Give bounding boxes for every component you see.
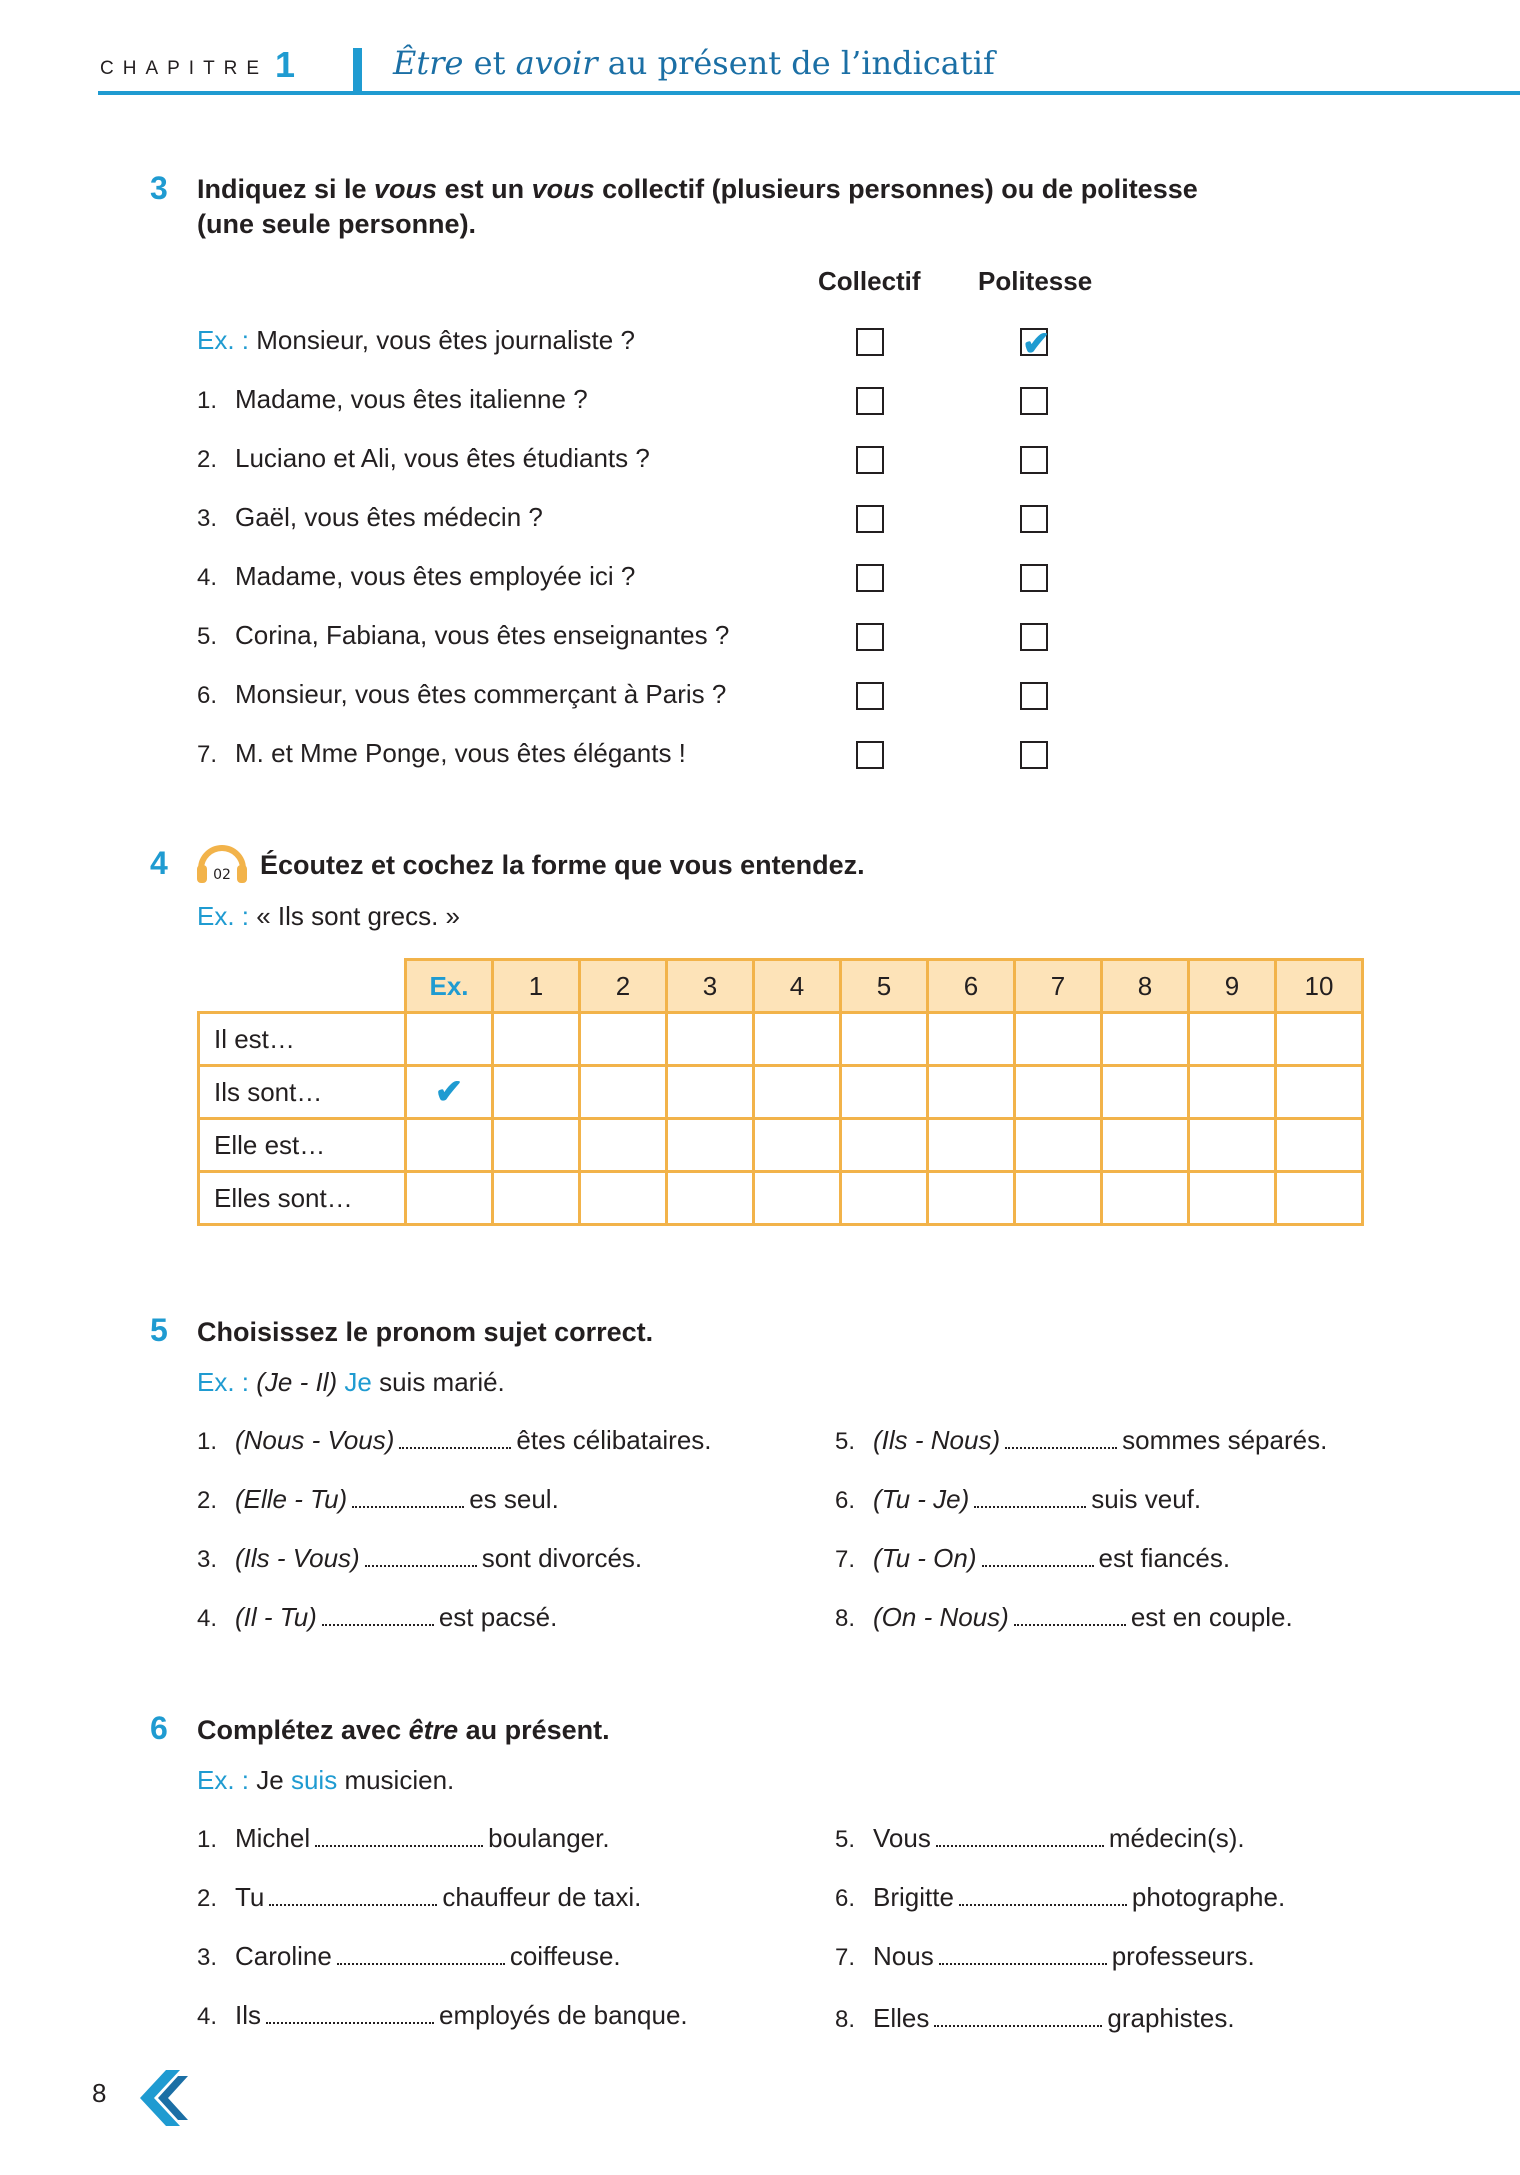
item-rest: sommes séparés. (1122, 1425, 1328, 1455)
grid-answer-cell[interactable] (1189, 1013, 1276, 1066)
exercise-5-number: 5 (150, 1312, 168, 1348)
grid-answer-cell[interactable] (841, 1119, 928, 1172)
pronoun-choice: (Nous - Vous) (235, 1425, 395, 1455)
exercise-3-number: 3 (150, 170, 168, 206)
exercise-5-item (197, 1543, 642, 1574)
item-number: 6. (835, 1487, 856, 1514)
back-arrow-icon[interactable] (136, 2070, 188, 2126)
grid-answer-cell[interactable] (406, 1172, 493, 1225)
answer-blank[interactable] (959, 1886, 1127, 1906)
grid-answer-cell[interactable] (928, 1013, 1015, 1066)
grid-answer-cell[interactable] (1015, 1119, 1102, 1172)
grid-column-header: Ex. (406, 960, 493, 1013)
pronoun-choice: (On - Nous) (873, 1602, 1009, 1632)
grid-column-header: 1 (493, 960, 580, 1013)
checkbox-collectif-7[interactable] (856, 741, 884, 769)
checkbox-collectif-2[interactable] (856, 446, 884, 474)
grid-answer-cell[interactable] (580, 1066, 667, 1119)
item-number: 1. (197, 1428, 218, 1455)
item-number: 5. (197, 623, 218, 650)
item-subject: Elles (873, 2003, 930, 2033)
item-subject: Vous (873, 1823, 931, 1853)
exercise-5-item (835, 1484, 1201, 1515)
checkbox-politesse-7[interactable] (1020, 741, 1048, 769)
grid-column-header: 6 (928, 960, 1015, 1013)
exercise-5-instruction: Choisissez le pronom sujet correct. (197, 1317, 654, 1347)
exercise-3-item (197, 738, 686, 769)
item-sentence: Monsieur, vous êtes commerçant à Paris ? (235, 679, 727, 709)
item-sentence: Luciano et Ali, vous êtes étudiants ? (235, 443, 650, 473)
exercise-3-item (197, 384, 588, 415)
grid-row (199, 1013, 1363, 1066)
grid-column-header: 4 (754, 960, 841, 1013)
checkbox-politesse-4[interactable] (1020, 564, 1048, 592)
exercise-6-item (835, 1882, 1285, 1913)
item-number: 7. (197, 741, 218, 768)
item-number: 2. (197, 446, 218, 473)
answer-blank[interactable] (982, 1547, 1094, 1567)
item-number: 4. (197, 2003, 218, 2030)
grid-answer-cell[interactable] (580, 1013, 667, 1066)
checkbox-collectif-4[interactable] (856, 564, 884, 592)
answer-blank[interactable] (936, 1827, 1104, 1847)
exercise-4-instruction: Écoutez et cochez la forme que vous entendez. (260, 850, 865, 880)
item-number: 3. (197, 1944, 218, 1971)
exercise-3-item (197, 443, 650, 474)
grid-answer-cell[interactable] (493, 1013, 580, 1066)
grid-row-label: Ils sont… (199, 1066, 406, 1119)
grid-answer-cell[interactable] (667, 1066, 754, 1119)
item-number: 5. (835, 1826, 856, 1853)
item-sentence: M. et Mme Ponge, vous êtes élégants ! (235, 738, 686, 768)
grid-column-header: 10 (1276, 960, 1363, 1013)
item-number: 1. (197, 387, 218, 414)
item-number: 8. (835, 2006, 856, 2033)
answer-blank[interactable] (1014, 1606, 1126, 1626)
item-rest: êtes célibataires. (516, 1425, 712, 1455)
exercise-3-item (197, 620, 729, 651)
item-sentence: Gaël, vous êtes médecin ? (235, 502, 543, 532)
pronoun-choice: (Ils - Vous) (235, 1543, 360, 1573)
exercise-3-instruction: Indiquez si le vous est un vous collectif (plusieurs personnes) ou de politesse (une seule personne). (197, 174, 1198, 239)
chapter-number: 1 (275, 44, 296, 85)
exercise-6-item (197, 2000, 688, 2031)
answer-blank[interactable] (365, 1547, 477, 1567)
grid-column-header: 5 (841, 960, 928, 1013)
exercise-3-example (197, 325, 635, 356)
grid-answer-cell[interactable] (406, 1066, 493, 1119)
pronoun-choice: (Elle - Tu) (235, 1484, 348, 1514)
grid-answer-cell[interactable] (928, 1066, 1015, 1119)
item-rest: employés de banque. (439, 2000, 688, 2030)
item-rest: es seul. (469, 1484, 559, 1514)
item-subject: Caroline (235, 1941, 332, 1971)
item-sentence: Corina, Fabiana, vous êtes enseignantes ? (235, 620, 730, 650)
exercise-6-item (197, 1941, 621, 1972)
grid-answer-cell[interactable] (493, 1066, 580, 1119)
grid-answer-cell[interactable] (1189, 1119, 1276, 1172)
item-number: 4. (197, 564, 218, 591)
grid-row-label: Il est… (199, 1013, 406, 1066)
grid-column-header: 3 (667, 960, 754, 1013)
item-rest: sont divorcés. (481, 1543, 643, 1573)
exercise-6-item (835, 1941, 1255, 1972)
checkbox-politesse-1[interactable] (1020, 387, 1048, 415)
checkbox-politesse-3[interactable] (1020, 505, 1048, 533)
grid-answer-cell[interactable] (1276, 1013, 1363, 1066)
item-subject: Nous (873, 1941, 934, 1971)
grid-answer-cell[interactable] (841, 1066, 928, 1119)
grid-answer-cell[interactable] (1276, 1172, 1363, 1225)
grid-answer-cell[interactable] (754, 1172, 841, 1225)
exercise-3-item (197, 679, 726, 710)
answer-blank[interactable] (974, 1488, 1086, 1508)
answer-blank[interactable] (352, 1488, 464, 1508)
exercise-6-item (197, 1882, 641, 1913)
answer-blank[interactable] (337, 1945, 505, 1965)
grid-answer-cell[interactable] (406, 1119, 493, 1172)
grid-answer-cell[interactable] (1015, 1013, 1102, 1066)
listening-grid (197, 958, 1364, 1226)
item-number: 7. (835, 1546, 856, 1573)
item-rest: suis veuf. (1091, 1484, 1202, 1514)
exercise-6-number: 6 (150, 1710, 168, 1746)
grid-answer-cell[interactable] (754, 1119, 841, 1172)
checkbox-collectif-3[interactable] (856, 505, 884, 533)
grid-row (199, 1066, 1363, 1119)
grid-answer-cell[interactable] (667, 1013, 754, 1066)
item-rest: médecin(s). (1108, 1823, 1245, 1853)
answer-blank[interactable] (269, 1886, 437, 1906)
grid-answer-cell[interactable] (1102, 1066, 1189, 1119)
item-number: 6. (835, 1885, 856, 1912)
item-rest: est en couple. (1130, 1602, 1293, 1632)
exercise-6-item (197, 1823, 610, 1854)
pronoun-choice: (Il - Tu) (235, 1602, 317, 1632)
example-sentence: Monsieur, vous êtes journaliste ? (256, 325, 635, 355)
grid-row-label: Elles sont… (199, 1172, 406, 1225)
item-number: 3. (197, 1546, 218, 1573)
exercise-5-item (835, 1602, 1293, 1633)
page-number: 8 (92, 2078, 107, 2108)
grid-answer-cell[interactable] (667, 1119, 754, 1172)
item-number: 6. (197, 682, 218, 709)
grid-row (199, 1172, 1363, 1225)
exercise-6-item (835, 2003, 1235, 2034)
item-number: 2. (197, 1885, 218, 1912)
grid-answer-cell[interactable] (841, 1172, 928, 1225)
chapter-divider (353, 48, 362, 94)
grid-column-header: 8 (1102, 960, 1189, 1013)
column-header-politesse: Politesse (978, 266, 1093, 296)
grid-column-header: 7 (1015, 960, 1102, 1013)
pronoun-choice: (Ils - Nous) (873, 1425, 1001, 1455)
item-rest: graphistes. (1107, 2003, 1235, 2033)
item-subject: Brigitte (873, 1882, 954, 1912)
answer-blank[interactable] (399, 1429, 511, 1449)
exercise-5-item (197, 1425, 712, 1456)
grid-row-label: Elle est… (199, 1119, 406, 1172)
grid-row (199, 1119, 1363, 1172)
checkbox-politesse-5[interactable] (1020, 623, 1048, 651)
exercise-4-example: Ex. : « Ils sont grecs. » (197, 901, 461, 931)
chapter-title: Être et avoir au présent de l’indicatif (393, 44, 995, 82)
answer-blank[interactable] (939, 1945, 1107, 1965)
grid-corner (199, 960, 406, 1013)
grid-answer-cell[interactable] (1102, 1172, 1189, 1225)
grid-answer-cell[interactable] (1102, 1013, 1189, 1066)
exercise-3-item (197, 561, 635, 592)
exercise-5-item (835, 1543, 1230, 1574)
grid-answer-cell[interactable] (928, 1119, 1015, 1172)
item-number: 3. (197, 505, 218, 532)
exercise-5-item (835, 1425, 1327, 1456)
item-number: 7. (835, 1944, 856, 1971)
column-header-collectif: Collectif (818, 266, 921, 296)
item-rest: boulanger. (488, 1823, 610, 1853)
grid-answer-cell[interactable] (667, 1172, 754, 1225)
exercise-6-example: Ex. : Je suis musicien. (197, 1765, 455, 1795)
answer-blank[interactable] (315, 1827, 483, 1847)
pronoun-choice: (Tu - On) (873, 1543, 977, 1573)
grid-answer-cell[interactable] (754, 1013, 841, 1066)
grid-answer-cell[interactable] (1189, 1066, 1276, 1119)
grid-answer-cell[interactable] (580, 1172, 667, 1225)
grid-column-header: 2 (580, 960, 667, 1013)
item-number: 1. (197, 1826, 218, 1853)
item-number: 5. (835, 1428, 856, 1455)
exercise-4-number: 4 (150, 845, 168, 881)
grid-answer-cell[interactable] (580, 1119, 667, 1172)
header-rule (98, 91, 1520, 95)
grid-answer-cell[interactable] (754, 1066, 841, 1119)
item-sentence: Madame, vous êtes employée ici ? (235, 561, 636, 591)
checkbox-politesse-2[interactable] (1020, 446, 1048, 474)
answer-blank[interactable] (1005, 1429, 1117, 1449)
answer-blank[interactable] (322, 1606, 434, 1626)
item-subject: Tu (235, 1882, 265, 1912)
grid-answer-cell[interactable] (1015, 1066, 1102, 1119)
grid-answer-cell[interactable] (1276, 1119, 1363, 1172)
item-number: 8. (835, 1605, 856, 1632)
checkbox-collectif-6[interactable] (856, 682, 884, 710)
pronoun-choice: (Tu - Je) (873, 1484, 970, 1514)
grid-answer-cell[interactable] (1102, 1119, 1189, 1172)
chapter-label: CHAPITRE (100, 58, 269, 79)
check-mark-icon: ✔ (434, 1073, 464, 1111)
item-rest: est fiancés. (1098, 1543, 1231, 1573)
exercise-5-item (197, 1602, 557, 1633)
item-rest: photographe. (1131, 1882, 1286, 1912)
example-label: Ex. : (197, 325, 250, 355)
checkbox-politesse-6[interactable] (1020, 682, 1048, 710)
grid-answer-cell[interactable] (928, 1172, 1015, 1225)
grid-answer-cell[interactable] (1015, 1172, 1102, 1225)
grid-answer-cell[interactable] (841, 1013, 928, 1066)
exercise-5-item (197, 1484, 559, 1515)
exercise-3-item (197, 502, 543, 533)
item-rest: chauffeur de taxi. (442, 1882, 642, 1912)
checkbox-collectif-example[interactable] (856, 328, 884, 356)
exercise-6-instruction: Complétez avec être au présent. (197, 1715, 610, 1745)
item-subject: Michel (235, 1823, 311, 1853)
item-rest: professeurs. (1111, 1941, 1255, 1971)
item-number: 4. (197, 1605, 218, 1632)
headphones-icon[interactable] (195, 839, 249, 885)
exercise-5-example: Ex. : (Je - Il) Je suis marié. (197, 1367, 505, 1397)
grid-answer-cell[interactable] (1276, 1066, 1363, 1119)
grid-answer-cell[interactable] (493, 1119, 580, 1172)
answer-blank[interactable] (934, 2007, 1102, 2027)
checkbox-collectif-1[interactable] (856, 387, 884, 415)
item-rest: est pacsé. (438, 1602, 558, 1632)
checkbox-collectif-5[interactable] (856, 623, 884, 651)
checkbox-politesse-example[interactable]: ✔ (1022, 325, 1051, 363)
item-number: 2. (197, 1487, 218, 1514)
item-sentence: Madame, vous êtes italienne ? (235, 384, 588, 414)
answer-blank[interactable] (266, 2004, 434, 2024)
exercise-6-item (835, 1823, 1245, 1854)
grid-column-header: 9 (1189, 960, 1276, 1013)
item-subject: Ils (235, 2000, 261, 2030)
grid-answer-cell[interactable] (1189, 1172, 1276, 1225)
grid-answer-cell[interactable] (493, 1172, 580, 1225)
item-rest: coiffeuse. (509, 1941, 621, 1971)
audio-track-number: 02 (213, 867, 231, 883)
grid-answer-cell[interactable] (406, 1013, 493, 1066)
